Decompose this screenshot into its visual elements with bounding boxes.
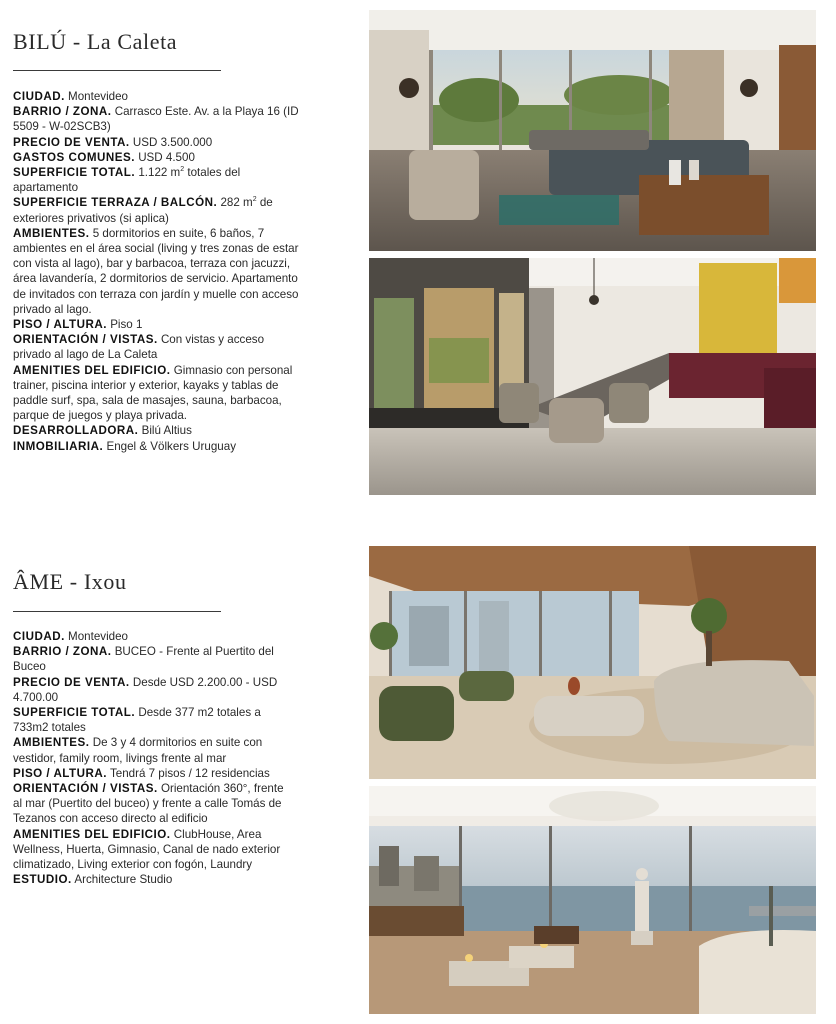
photo-lounge-wood-ceiling <box>369 546 816 779</box>
title-divider <box>13 611 221 612</box>
spec-piso: PISO / ALTURA. Piso 1 <box>13 318 143 332</box>
listing-bilu <box>0 0 836 500</box>
spec-terraza: SUPERFICIE TERRAZA / BALCÓN. 282 $m^2$ de exteriores privativos (si aplica) <box>13 196 273 225</box>
spec-estudio: ESTUDIO. Architecture Studio <box>13 873 173 887</box>
spec-ambientes: AMBIENTES. De 3 y 4 dormitorios en suite con vestidor, family room, livings frente al mar <box>13 736 263 765</box>
spec-desarrolladora: DESARROLLADORA. Bilú Altius <box>13 424 192 438</box>
spec-superficie: SUPERFICIE TOTAL. 1.122 $m^2$ totales del apartamento <box>13 166 241 195</box>
photo-dining-area <box>369 258 816 495</box>
spec-amenities: AMENITIES DEL EDIFICIO. Gimnasio con personal trainer, piscina interior y exterior, kayaks y tablas de paddle surf, spa, sala de masajes, sauna, barbacoa, parque de juegos y playa privada. <box>13 363 293 423</box>
photo-living-sea-view <box>369 786 816 1014</box>
spec-ambientes: AMBIENTES. 5 dormitorios en suite, 6 baños, 7 ambientes en el área social (living y tres zonas de estar con vista al lago), bar y barbacoa, terraza con jacuzzi, área lavandería, 2 dormitorios de servicio. Apartamento de invitados con terraza con jardín y muelle con acceso privado al lago. <box>13 226 299 316</box>
spec-piso: PISO / ALTURA. Tendrá 7 pisos / 12 residencias <box>13 766 270 780</box>
spec-list <box>13 89 305 454</box>
spec-ciudad: CIUDAD. Montevideo <box>13 90 128 103</box>
spec-ciudad: CIUDAD. Montevideo <box>13 630 128 643</box>
spec-inmobiliaria: INMOBILIARIA. Engel & Völkers Uruguay <box>13 439 236 453</box>
spec-barrio: BARRIO / ZONA. BUCEO - Frente al Puertito del Buceo <box>13 645 274 674</box>
spec-precio: PRECIO DE VENTA. USD 3.500.000 <box>13 135 213 149</box>
spec-list <box>13 629 295 887</box>
spec-precio: PRECIO DE VENTA. Desde USD 2.200.00 - USD 4.700.00 <box>13 675 278 704</box>
spec-orientacion: ORIENTACIÓN / VISTAS. Orientación 360°, frente al mar (Puertito del buceo) y frente a calle Tomás de Tezanos con acceso directo al edificio <box>13 782 284 826</box>
spec-amenities: AMENITIES DEL EDIFICIO. ClubHouse, Area Wellness, Huerta, Gimnasio, Canal de nado exterior climatizado, Living exterior con fogón, Laundry <box>13 827 281 872</box>
photo-living-lake-view <box>369 10 816 251</box>
spec-gastos: GASTOS COMUNES. USD 4.500 <box>13 150 195 164</box>
spec-orientacion: ORIENTACIÓN / VISTAS. Con vistas y acceso privado al lago de La Caleta <box>13 333 265 362</box>
spec-barrio: BARRIO / ZONA. Carrasco Este. Av. a la Playa 16 (ID 5509 - W-02SCB3) <box>13 105 299 134</box>
spec-superficie: SUPERFICIE TOTAL. Desde 377 m2 totales a 733m2 totales <box>13 706 261 735</box>
listing-title: BILÚ - La Caleta <box>13 29 178 54</box>
listing-title: ÂME - Ixou <box>13 569 127 594</box>
listing-ame <box>0 540 836 1024</box>
title-divider <box>13 70 221 71</box>
